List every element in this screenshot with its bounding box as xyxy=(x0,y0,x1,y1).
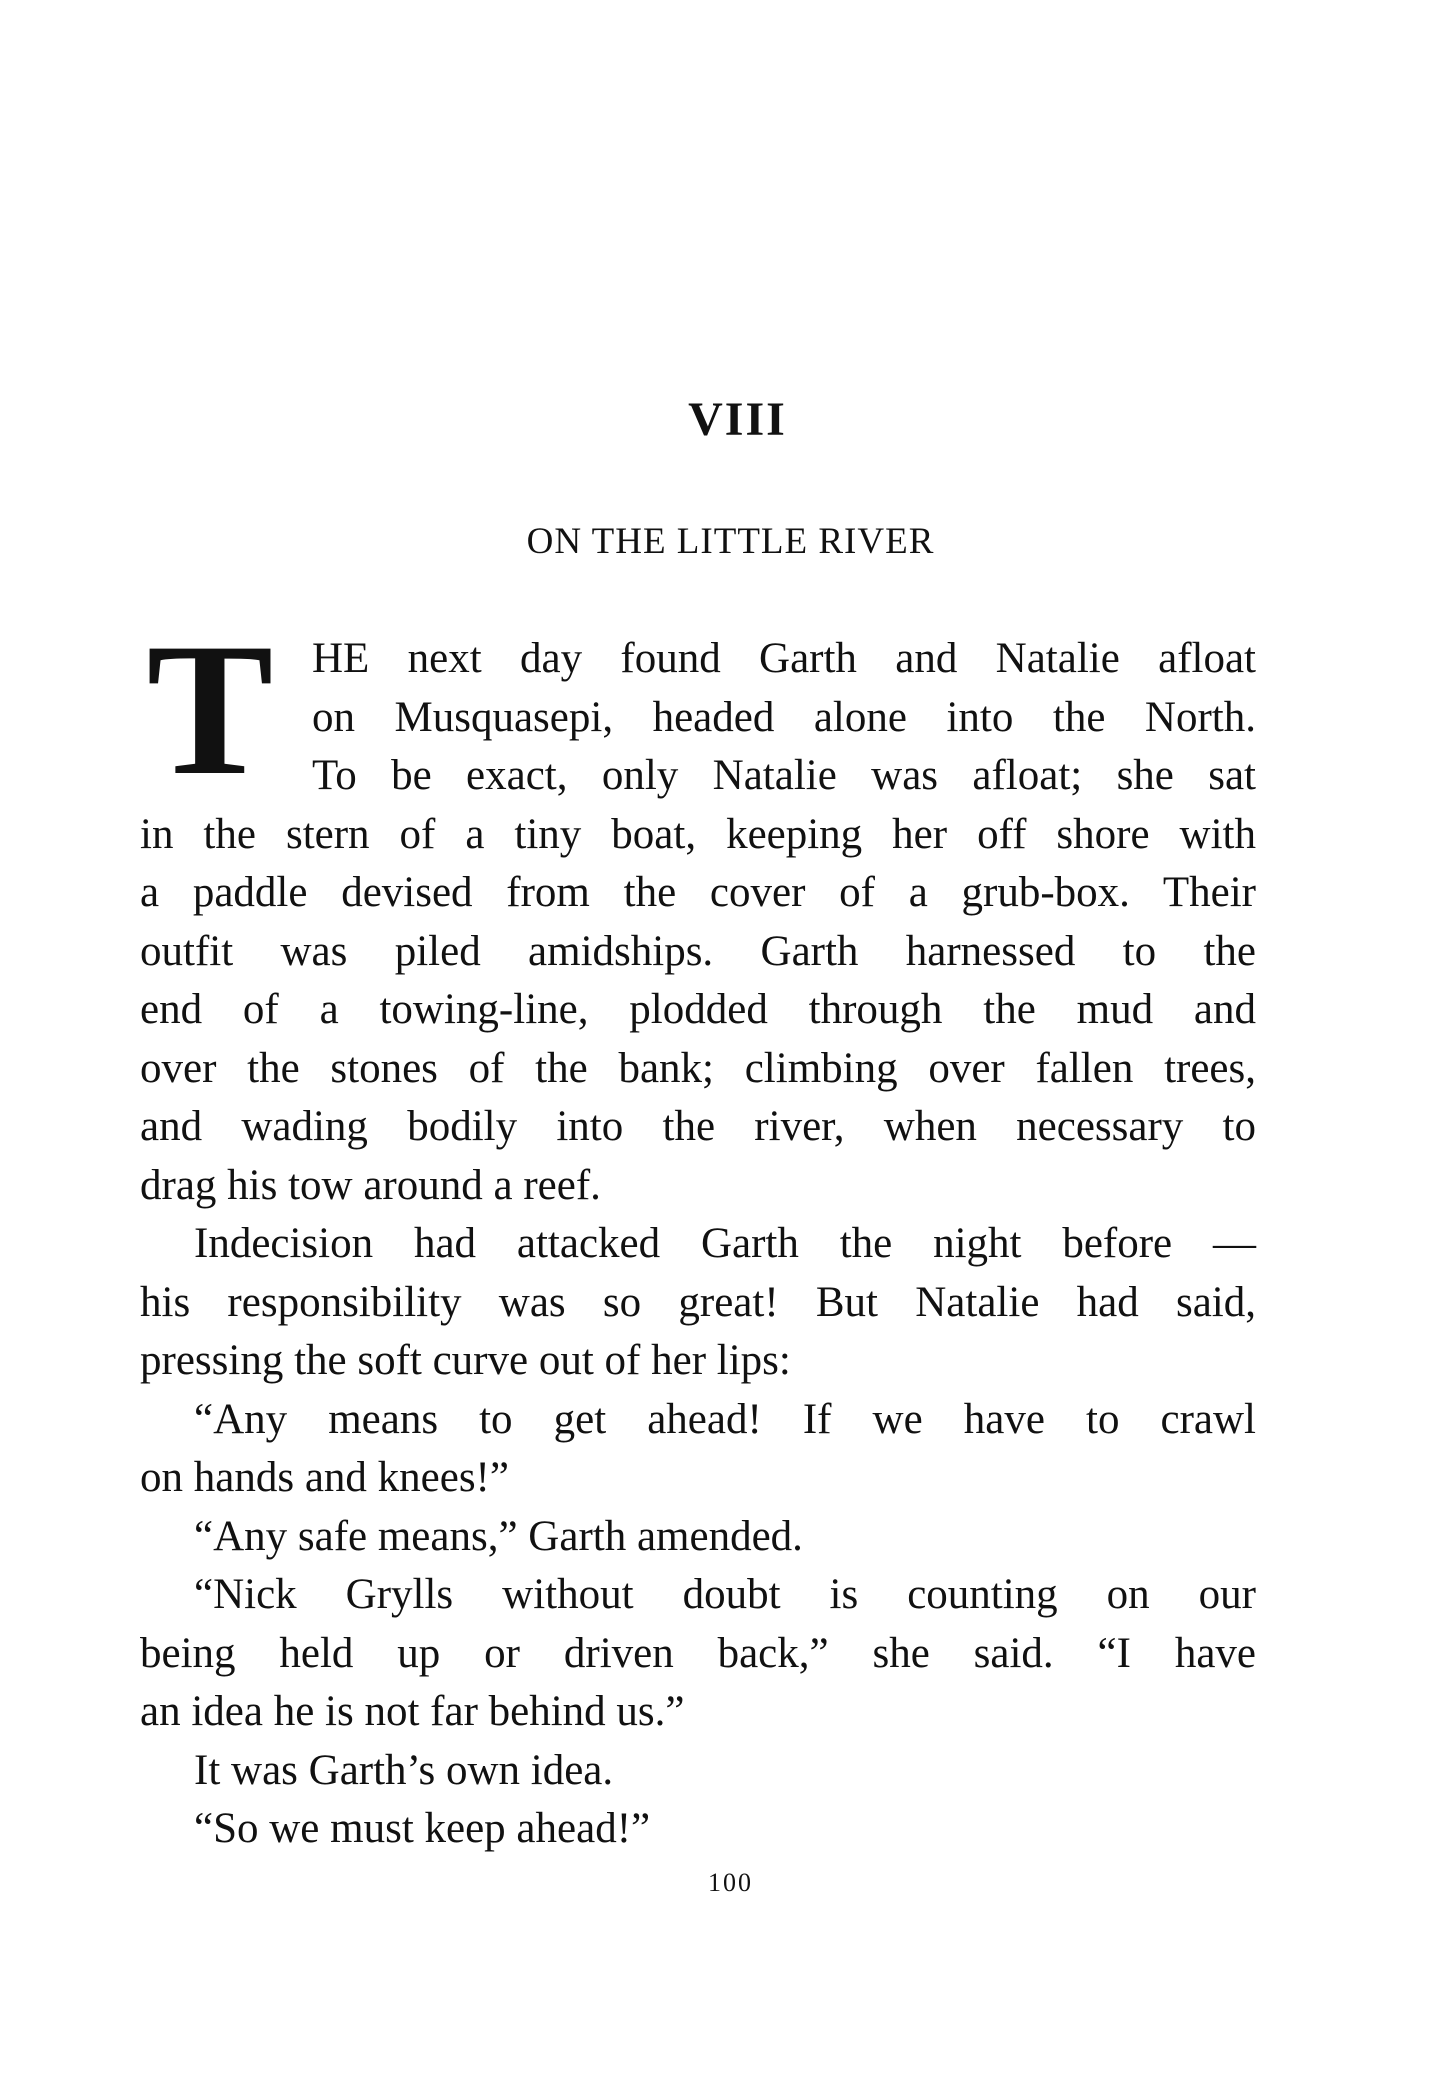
text-line: an idea he is not far behind us.” xyxy=(140,1688,685,1735)
text-line: on Musquasepi, headed alone into the North. xyxy=(312,693,1256,741)
text-line: “Any means to get ahead! If we have to crawl xyxy=(194,1395,1256,1443)
text-line: “Nick Grylls without doubt is counting on our xyxy=(194,1571,1256,1618)
text-line: drag his tow around a reef. xyxy=(140,1161,601,1209)
text-line: It was Garth’s own idea. xyxy=(194,1746,614,1794)
text-line: Indecision had attacked Garth the night before — xyxy=(194,1220,1256,1267)
chapter-number: VIII xyxy=(688,393,787,446)
text-line: his responsibility was so great! But Natalie had said, xyxy=(140,1278,1256,1326)
text-line: end of a towing-line, plodded through the mud and xyxy=(140,986,1256,1033)
text-line: and wading bodily into the river, when necessary to xyxy=(140,1103,1256,1150)
text-line: in the stern of a tiny boat, keeping her off shore with xyxy=(140,810,1256,858)
text-line: “Any safe means,” Garth amended. xyxy=(194,1512,803,1560)
text-line: HE next day found Garth and Natalie afloat xyxy=(312,635,1256,682)
text-line: over the stones of the bank; climbing over fallen trees, xyxy=(140,1044,1256,1092)
text-line: pressing the soft curve out of her lips: xyxy=(140,1337,791,1384)
body-text xyxy=(140,605,1256,1859)
text-line: “So we must keep ahead!” xyxy=(194,1805,651,1852)
drop-cap: T xyxy=(146,605,274,815)
text-line: To be exact, only Natalie was afloat; she sat xyxy=(312,752,1256,799)
text-line: being held up or driven back,” she said. “I have xyxy=(140,1629,1256,1677)
page-number: 100 xyxy=(708,1868,753,1897)
text-line: on hands and knees!” xyxy=(140,1454,509,1501)
text-line: outfit was piled amidships. Garth harnessed to the xyxy=(140,927,1256,975)
chapter-title: ON THE LITTLE RIVER xyxy=(526,521,935,562)
text-line: a paddle devised from the cover of a grub-box. Their xyxy=(140,869,1256,916)
